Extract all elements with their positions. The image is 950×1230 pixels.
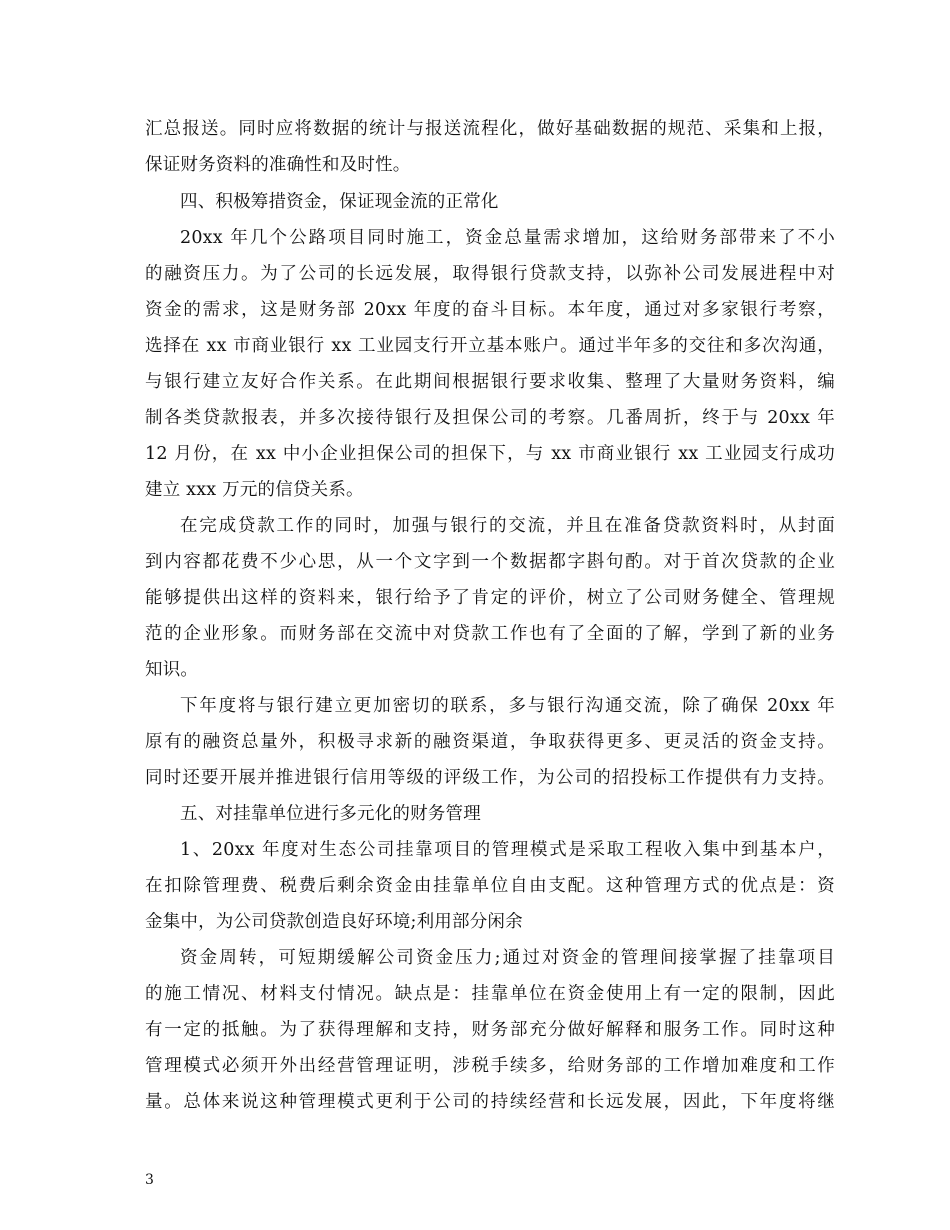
text-line: 同时还要开展并推进银行信用等级的评级工作，为公司的招投标工作提供有力支持。	[145, 768, 835, 788]
text-line: 资金的需求，这是财务部 20xx 年度的奋斗目标。本年度，通过对多家银行考察，	[145, 300, 835, 320]
section-heading: 四、积极筹措资金，保证现金流的正常化	[180, 192, 499, 212]
text-line: 汇总报送。同时应将数据的统计与报送流程化，做好基础数据的规范、采集和上报，	[145, 119, 835, 139]
text-line: 范的企业形象。而财务部在交流中对贷款工作也有了全面的了解，学到了新的业务	[145, 624, 835, 644]
text-line: 原有的融资总量外，积极寻求新的融资渠道，争取获得更多、更灵活的资金支持。	[145, 732, 835, 752]
text-line: 在扣除管理费、税费后剩余资金由挂靠单位自由支配。这种管理方式的优点是：资	[145, 876, 835, 896]
text-line: 的融资压力。为了公司的长远发展，取得银行贷款支持，以弥补公司发展进程中对	[145, 264, 835, 284]
text-line: 管理模式必须开外出经营管理证明，涉税手续多，给财务部的工作增加难度和工作	[145, 1056, 835, 1076]
text-line: 20xx 年几个公路项目同时施工，资金总量需求增加，这给财务部带来了不小	[180, 228, 835, 248]
text-line: 保证财务资料的准确性和及时性。	[145, 155, 411, 175]
text-line: 资金周转，可短期缓解公司资金压力;通过对资金的管理间接掌握了挂靠项目	[180, 948, 835, 968]
text-line: 1、20xx 年度对生态公司挂靠项目的管理模式是采取工程收入集中到基本户，	[180, 840, 835, 860]
text-line: 量。总体来说这种管理模式更利于公司的持续经营和长远发展，因此，下年度将继	[145, 1092, 835, 1112]
page-number: 3	[145, 1172, 154, 1188]
text-line: 金集中，为公司贷款创造良好环境;利用部分闲余	[145, 912, 523, 932]
text-line: 有一定的抵触。为了获得理解和支持，财务部充分做好解释和服务工作。同时这种	[145, 1020, 835, 1040]
section-heading: 五、对挂靠单位进行多元化的财务管理	[180, 804, 481, 824]
text-line: 到内容都花费不少心思，从一个文字到一个数据都字斟句酌。对于首次贷款的企业	[145, 552, 835, 572]
text-line: 下年度将与银行建立更加密切的联系，多与银行沟通交流，除了确保 20xx 年	[180, 696, 835, 716]
text-line: 能够提供出这样的资料来，银行给予了肯定的评价，树立了公司财务健全、管理规	[145, 588, 835, 608]
text-line: 选择在 xx 市商业银行 xx 工业园支行开立基本账户。通过半年多的交往和多次沟通，	[145, 336, 835, 356]
text-line: 的施工情况、材料支付情况。缺点是：挂靠单位在资金使用上有一定的限制，因此	[145, 984, 835, 1004]
text-line: 建立 xxx 万元的信贷关系。	[145, 480, 364, 500]
text-line: 12 月份，在 xx 中小企业担保公司的担保下，与 xx 市商业银行 xx 工业园支行成功	[145, 444, 835, 464]
text-line: 制各类贷款报表，并多次接待银行及担保公司的考察。几番周折，终于与 20xx 年	[145, 408, 835, 428]
text-line: 与银行建立友好合作关系。在此期间根据银行要求收集、整理了大量财务资料，编	[145, 372, 835, 392]
text-line: 在完成贷款工作的同时，加强与银行的交流，并且在准备贷款资料时，从封面	[180, 516, 835, 536]
text-line: 知识。	[145, 660, 199, 680]
